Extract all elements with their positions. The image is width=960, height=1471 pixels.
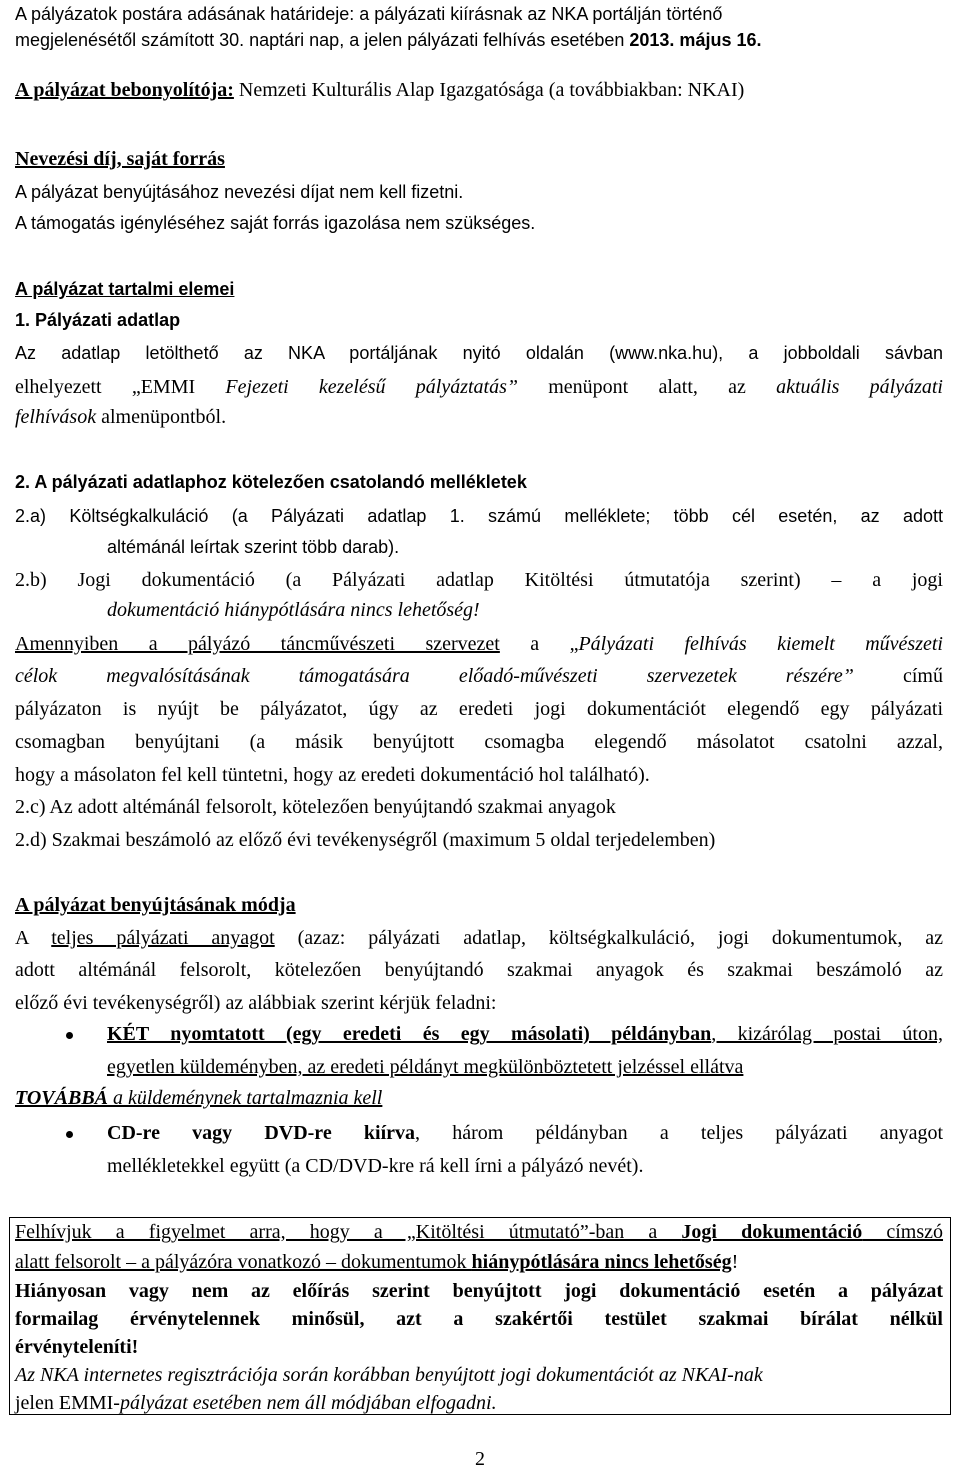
organizer-text: Nemzeti Kulturális Alap Igazgatósága (a továbbiakban: NKAI) <box>233 79 745 101</box>
fee-heading: Nevezési díj, saját forrás <box>15 148 225 170</box>
para-text-u: Amennyiben a pályázó táncművészeti szervezet <box>15 633 500 655</box>
submission-heading: A pályázat benyújtásának módja <box>15 894 296 916</box>
fee-line-1: A pályázat benyújtásához nevezési díjat nem kell fizetni. <box>15 182 464 202</box>
deadline-line-1 <box>15 2 943 26</box>
notice-line-2 <box>15 1250 738 1274</box>
para-line-3: pályázaton is nyújt be pályázatot, úgy az eredeti jogi dokumentációt elegendő egy pályázati <box>15 698 943 720</box>
bullet-1-must: a küldeménynek tartalmaznia kell <box>108 1087 383 1109</box>
notice-line-5: érvényteleníti! <box>15 1336 139 1358</box>
deadline-line-2 <box>15 28 761 52</box>
item1-text-e: felhívások <box>15 406 97 428</box>
notice-line-1 <box>15 1220 943 1244</box>
item2b-line-1: 2.b) Jogi dokumentáció (a Pályázati adatlap Kitöltési útmutatója szerint) – a jogi <box>15 569 943 591</box>
notice-line-4: formailag érvénytelennek minősül, azt a szakértői testület szakmai bírálat nélkül <box>15 1308 943 1330</box>
bullet-2-bold: CD-re vagy DVD-re kiírva <box>107 1122 416 1144</box>
item2a-line-2: altémánál leírtak szerint több darab). <box>107 537 400 557</box>
bullet-1-line-3 <box>15 1086 382 1110</box>
item2d: 2.d) Szakmai beszámoló az előző évi tevékenységről (maximum 5 oldal terjedelemben) <box>15 829 716 851</box>
item1-text-d: aktuális pályázati <box>776 376 943 398</box>
para-line-1 <box>15 632 943 656</box>
bullet-1-line-1 <box>107 1022 943 1046</box>
sub-text-a: A <box>15 927 52 949</box>
submission-line-3: előző évi tevékenységről) az alábbiak szerint kérjük feladni: <box>15 992 497 1014</box>
para-text-i: Pályázati felhívás kiemelt művészeti <box>578 633 943 655</box>
item2a-line-1: 2.a) Költségkalkuláció (a Pályázati adatlap 1. számú melléklete; több cél esetén, az adott <box>15 506 943 526</box>
item1-text-b: Fejezeti kezelésű pályáztatás” <box>225 376 519 398</box>
para-text-c2: című <box>853 665 943 687</box>
page-number: 2 <box>475 1448 485 1470</box>
fee-line-2: A támogatás igényléséhez saját forrás igazolása nem szükséges. <box>15 213 536 233</box>
item1-text-c: menüpont alatt, az <box>518 376 777 398</box>
bullet-1-bold: KÉT nyomtatott (egy eredeti és egy másolati) példányban <box>107 1023 712 1045</box>
deadline-date: 2013. május 16. <box>629 30 762 50</box>
item1-line-3 <box>15 405 226 429</box>
para-line-2 <box>15 664 943 688</box>
submission-line-1 <box>15 926 943 950</box>
para-line-5: hogy a másolaton fel kell tüntetni, hogy az eredeti dokumentáció hol található). <box>15 764 650 786</box>
deadline-text-2: megjelenésétől számított 30. naptári nap, a jelen pályázati felhívás esetében <box>15 30 630 50</box>
item1-heading: 1. Pályázati adatlap <box>15 310 181 330</box>
notice-text-c: címszó <box>862 1221 944 1243</box>
notice-line-6: Az NKA internetes regisztrációja során korábban benyújtott jogi dokumentációt az NKAI-nak <box>15 1364 763 1386</box>
bullet-dot <box>66 1032 73 1039</box>
sub-text-c: (azaz: pályázati adatlap, költségkalkuláció, jogi dokumentumok, az <box>274 927 944 949</box>
notice-line-3: Hiányosan vagy nem az előírás szerint benyújtott jogi dokumentáció esetén a pályázat <box>15 1280 943 1302</box>
bullet-2-line-1 <box>107 1121 943 1145</box>
item1-text-a: elhelyezett „EMMI <box>15 376 226 398</box>
notice-text-f: ! <box>731 1251 739 1273</box>
contents-heading: A pályázat tartalmi elemei <box>15 279 235 299</box>
item2-heading: 2. A pályázati adatlaphoz kötelezően csatolandó mellékletek <box>15 472 527 492</box>
item1-line-2 <box>15 375 943 399</box>
bullet-2-line-2: mellékletekkel együtt (a CD/DVD-kre rá kell írni a pályázó nevét). <box>107 1155 644 1177</box>
para-text-b: a „ <box>499 633 579 655</box>
para-text-i2: célok megvalósításának támogatására előadó-művészeti szervezetek részére” <box>15 665 854 687</box>
organizer-label: A pályázat bebonyolítója: <box>15 79 234 101</box>
submission-line-2: adott altémánál felsorolt, kötelezően benyújtandó szakmai anyagok és szakmai beszámoló az <box>15 959 943 981</box>
notice-line-7 <box>15 1391 497 1415</box>
bullet-1-rest: , kizárólag postai úton, <box>711 1023 943 1045</box>
notice-text-h: pályázat esetében nem áll módjában elfogadni. <box>119 1392 497 1414</box>
sub-text-u: teljes pályázati anyagot <box>51 927 275 949</box>
organizer-line <box>15 78 744 102</box>
notice-text-b: Jogi dokumentáció <box>681 1221 863 1243</box>
bullet-2-rest: , három példányban a teljes pályázati anyagot <box>415 1122 944 1144</box>
notice-text-a: Felhívjuk a figyelmet arra, hogy a „Kitöltési útmutató”-ban a <box>15 1221 682 1243</box>
bullet-1-also: TOVÁBBÁ <box>15 1087 108 1109</box>
item2c: 2.c) Az adott altémánál felsorolt, kötelezően benyújtandó szakmai anyagok <box>15 796 616 818</box>
notice-text-g: jelen EMMI- <box>15 1392 120 1414</box>
notice-text-d: alatt felsorolt – a pályázóra vonatkozó – dokumentumok <box>15 1251 472 1273</box>
deadline-text: A pályázatok postára adásának határideje: a pályázati kiírásnak az NKA portálján történő <box>15 4 723 24</box>
item2b-line-2: dokumentáció hiánypótlására nincs lehetőség! <box>107 599 480 621</box>
notice-text-e: hiánypótlására nincs lehetőség <box>471 1251 732 1273</box>
bullet-1-line-2: egyetlen küldeményben, az eredeti példányt megkülönböztetett jelzéssel ellátva <box>107 1056 744 1078</box>
bullet-dot <box>66 1131 73 1138</box>
para-line-4: csomagban benyújtani (a másik benyújtott csomagba elegendő másolatot csatolni azzal, <box>15 731 943 753</box>
item1-text-f: almenüpontból. <box>96 406 227 428</box>
item1-line-1: Az adatlap letölthető az NKA portáljának nyitó oldalán (www.nka.hu), a jobboldali sávban <box>15 343 943 363</box>
